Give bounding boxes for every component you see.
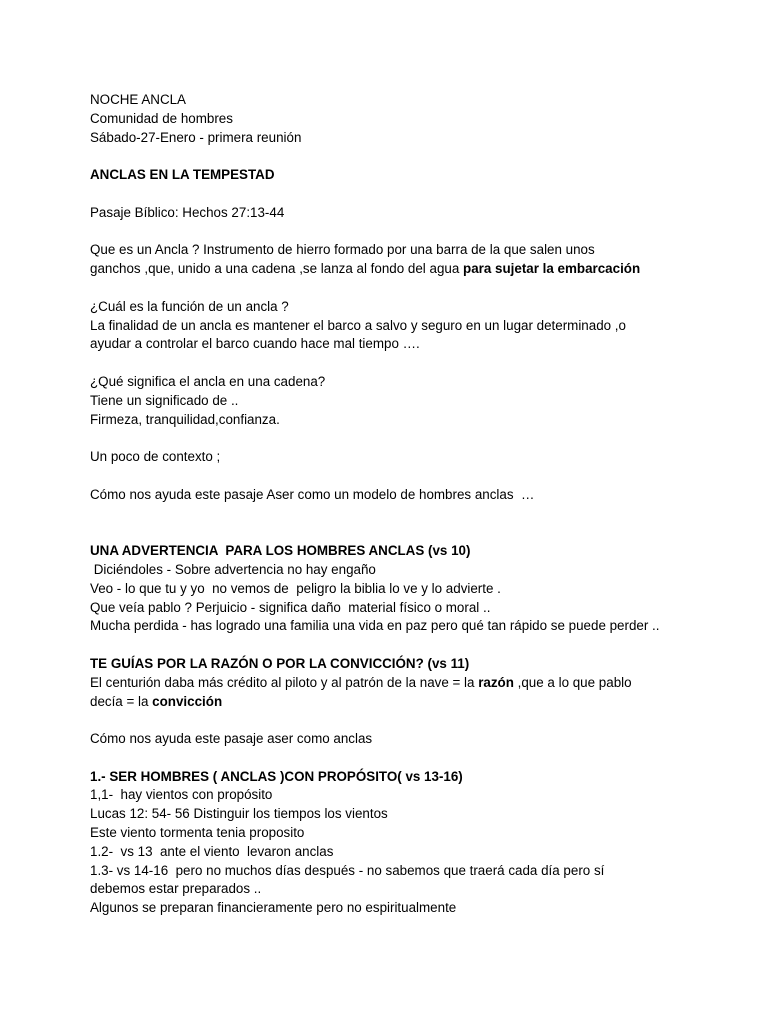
proposito-line-5: 1.3- vs 14-16 pero no muchos días después - no sabemos que traerá cada día pero sí bbox=[90, 862, 605, 878]
proposito-line-1: 1,1- hay vientos con propósito bbox=[90, 787, 273, 803]
significado-line-1: Tiene un significado de .. bbox=[90, 392, 239, 408]
advertencia-line-3: Que veía pablo ? Perjuicio - significa daño material físico o moral .. bbox=[90, 599, 491, 615]
document-body bbox=[90, 91, 690, 918]
spacer bbox=[90, 147, 690, 166]
advertencia-line-4: Mucha perdida - has logrado una familia una vida en paz pero qué tan rápido se puede perder .. bbox=[90, 618, 660, 634]
intro-line-2-text: ganchos ,que, unido a una cadena ,se lanza al fondo del agua bbox=[90, 261, 464, 277]
advertencia-line-2: Veo - lo que tu y yo no vemos de peligro la biblia lo ve y lo advierte . bbox=[90, 580, 501, 596]
funcion-question: ¿Cuál es la función de un ancla ? bbox=[90, 298, 289, 314]
spacer bbox=[90, 711, 690, 730]
header-line-1: NOCHE ANCLA bbox=[90, 92, 186, 107]
razon-line-1-tail: ,que a lo que pablo bbox=[513, 674, 632, 690]
spacer bbox=[90, 749, 690, 768]
proposito-line-3: Este viento tormenta tenia proposito bbox=[90, 825, 305, 841]
intro-line-2 bbox=[90, 260, 690, 279]
spacer bbox=[90, 279, 690, 298]
ayuda-line-1: Cómo nos ayuda este pasaje Aser como un modelo de hombres anclas … bbox=[90, 486, 535, 502]
razon-line-2-bold: convicción bbox=[152, 693, 223, 709]
intro-line-2-bold: para sujetar la embarcación bbox=[463, 261, 641, 277]
ayuda-line-2: Cómo nos ayuda este pasaje aser como anclas bbox=[90, 731, 373, 747]
significado-line-2: Firmeza, tranquilidad,confianza. bbox=[90, 411, 280, 427]
proposito-line-2: Lucas 12: 54- 56 Distinguir los tiempos los vientos bbox=[90, 806, 388, 822]
document-title: ANCLAS EN LA TEMPESTAD bbox=[90, 167, 275, 183]
bible-passage: Pasaje Bíblico: Hechos 27:13-44 bbox=[90, 204, 285, 220]
razon-line-2-text: decía = la bbox=[90, 693, 153, 709]
razon-heading: TE GUÍAS POR LA RAZÓN O POR LA CONVICCIÓN? (vs 11) bbox=[90, 655, 470, 671]
spacer bbox=[90, 523, 690, 542]
spacer bbox=[90, 354, 690, 373]
header-line-3: Sábado-27-Enero - primera reunión bbox=[90, 129, 302, 145]
proposito-line-6: debemos estar preparados .. bbox=[90, 881, 262, 897]
significado-question: ¿Qué significa el ancla en una cadena? bbox=[90, 373, 326, 389]
spacer bbox=[90, 429, 690, 448]
advertencia-heading: UNA ADVERTENCIA PARA LOS HOMBRES ANCLAS (vs 10) bbox=[90, 543, 471, 559]
spacer bbox=[90, 185, 690, 204]
funcion-line-1: La finalidad de un ancla es mantener el barco a salvo y seguro en un lugar determinado ,o bbox=[90, 317, 626, 333]
funcion-line-2: ayudar a controlar el barco cuando hace mal tiempo …. bbox=[90, 336, 420, 352]
razon-line-2 bbox=[90, 693, 690, 712]
razon-line-1 bbox=[90, 674, 690, 693]
contexto-line: Un poco de contexto ; bbox=[90, 449, 221, 465]
proposito-line-7: Algunos se preparan financieramente pero no espiritualmente bbox=[90, 900, 457, 916]
proposito-heading: 1.- SER HOMBRES ( ANCLAS )CON PROPÓSITO( vs 13-16) bbox=[90, 768, 463, 784]
intro-line-1: Que es un Ancla ? Instrumento de hierro formado por una barra de la que salen unos bbox=[90, 242, 595, 258]
spacer bbox=[90, 505, 690, 524]
proposito-line-4: 1.2- vs 13 ante el viento levaron anclas bbox=[90, 843, 334, 859]
spacer bbox=[90, 467, 690, 486]
spacer bbox=[90, 223, 690, 242]
advertencia-line-1: Diciéndoles - Sobre advertencia no hay engaño bbox=[90, 561, 376, 577]
razon-line-1-text: El centurión daba más crédito al piloto y al patrón de la nave = la bbox=[90, 674, 479, 690]
header-line-2: Comunidad de hombres bbox=[90, 110, 233, 126]
spacer bbox=[90, 636, 690, 655]
razon-line-1-bold: razón bbox=[478, 674, 514, 690]
